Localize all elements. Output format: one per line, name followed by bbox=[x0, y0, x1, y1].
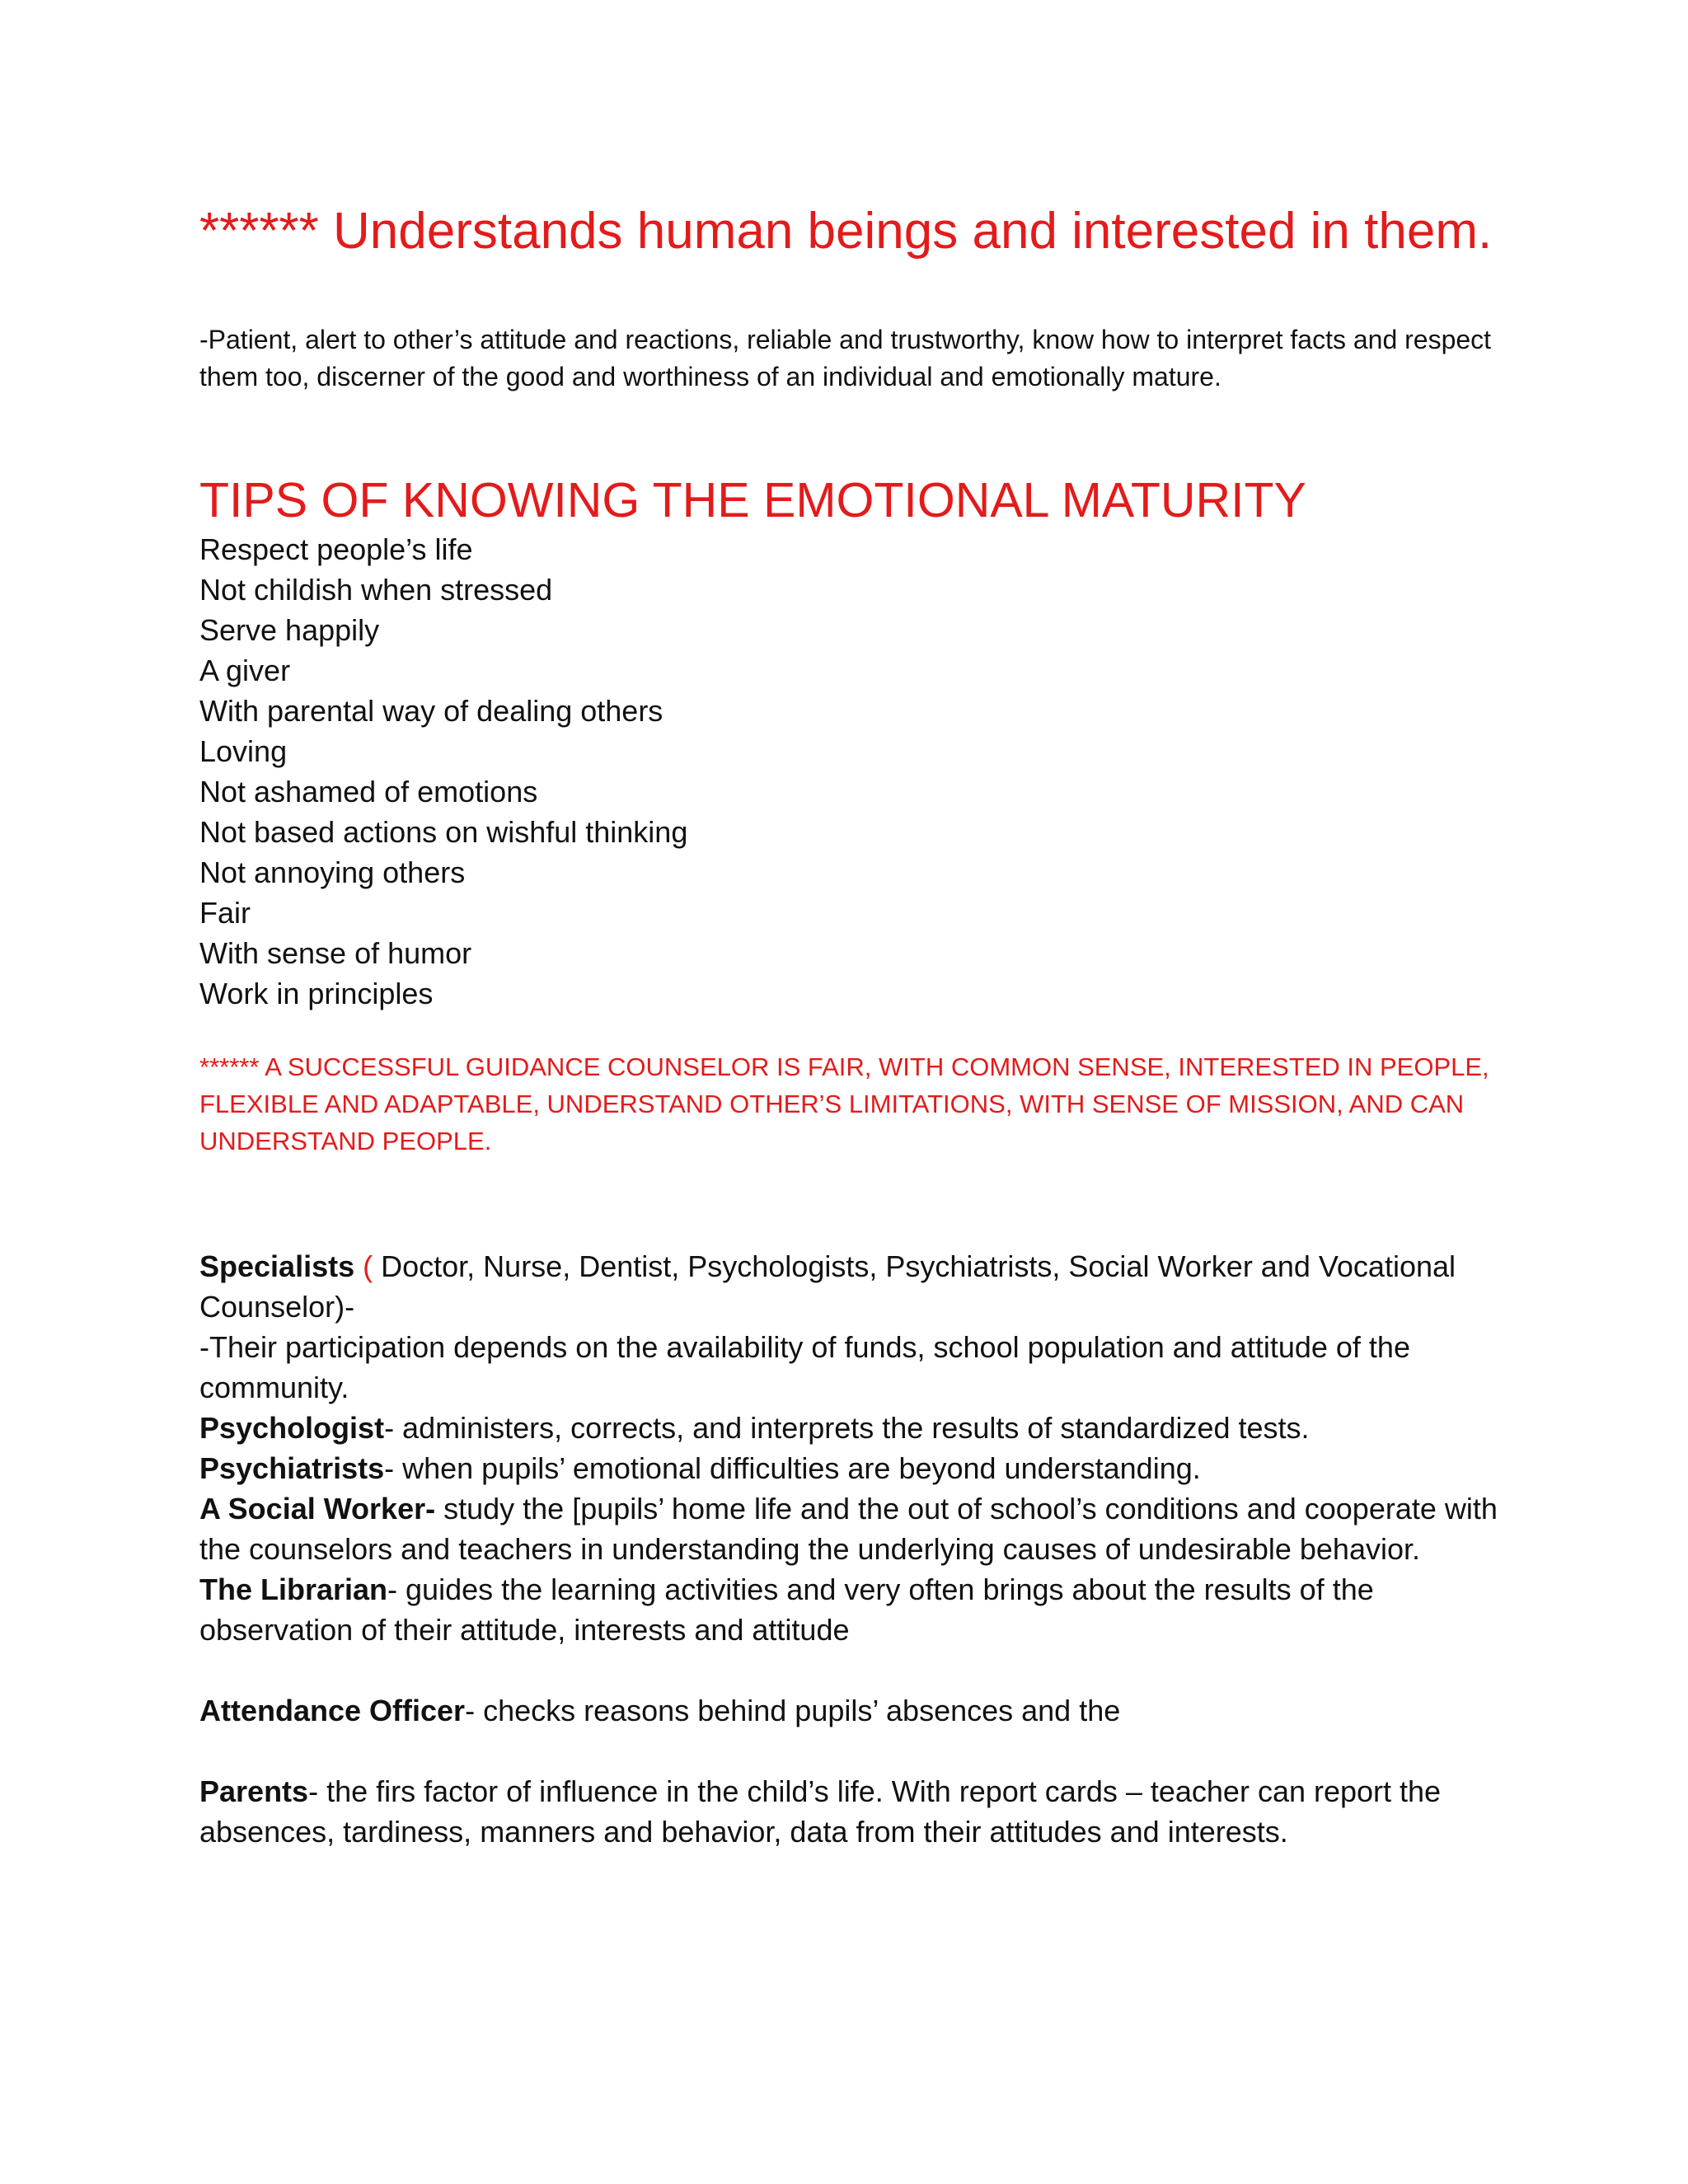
specialists-description: Doctor, Nurse, Dentist, Psychologists, Psychiatrists, Social Worker and Vocational Counselor)- bbox=[199, 1249, 1456, 1324]
social-worker-paragraph bbox=[199, 1488, 1502, 1569]
tip-item: Serve happily bbox=[199, 613, 380, 647]
tip-item: Not based actions on wishful thinking bbox=[199, 815, 688, 849]
tip-item: Respect people’s life bbox=[199, 532, 473, 566]
tip-item: Not annoying others bbox=[199, 855, 466, 889]
intro-paragraph: -Patient, alert to other’s attitude and reactions, reliable and trustworthy, know how to interpret facts and respect them too, discerner of the good and worthiness of an individual and emotionally mature. bbox=[199, 325, 1492, 391]
librarian-paragraph bbox=[199, 1569, 1502, 1650]
attendance-officer-term: Attendance Officer bbox=[199, 1694, 466, 1727]
attendance-officer-description: - checks reasons behind pupils’ absences and the bbox=[465, 1694, 1121, 1727]
psychiatrists-description: - when pupils’ emotional difficulties are beyond understanding. bbox=[384, 1451, 1201, 1485]
tip-item: Not ashamed of emotions bbox=[199, 775, 538, 808]
psychologist-term: Psychologist bbox=[199, 1411, 385, 1445]
social-worker-description: study the [pupils’ home life and the out of school’s conditions and cooperate with the counselors and teachers in understanding the underlying causes of undesirable behavior. bbox=[199, 1492, 1498, 1566]
psychiatrists-paragraph bbox=[199, 1448, 1502, 1488]
roles-section bbox=[199, 1246, 1502, 1852]
tip-item: With parental way of dealing others bbox=[199, 694, 663, 728]
tip-item: Fair bbox=[199, 896, 251, 930]
tip-item: Loving bbox=[199, 734, 288, 768]
successful-counselor-summary: ****** A SUCCESSFUL GUIDANCE COUNSELOR IS FAIR, WITH COMMON SENSE, INTERESTED IN PEOPLE, FLEXIBLE AND ADAPTABLE, UNDERSTAND OTHER’S LIMITATIONS, WITH SENSE OF MISSION, AND CAN UNDERSTAND PEOPLE. bbox=[199, 1052, 1489, 1155]
parents-paragraph bbox=[199, 1771, 1502, 1852]
tips-list bbox=[199, 529, 1502, 1014]
librarian-term: The Librarian bbox=[199, 1572, 388, 1606]
participation-paragraph: -Their participation depends on the availability of funds, school population and attitude of the community. bbox=[199, 1330, 1410, 1404]
psychologist-paragraph bbox=[199, 1408, 1502, 1448]
psychiatrists-term: Psychiatrists bbox=[199, 1451, 385, 1485]
social-worker-term: A Social Worker- bbox=[199, 1492, 436, 1526]
attendance-officer-paragraph bbox=[199, 1690, 1502, 1731]
paragraph-spacer bbox=[199, 1731, 1502, 1771]
parents-term: Parents bbox=[199, 1774, 309, 1808]
specialists-term: Specialists bbox=[199, 1249, 355, 1283]
tip-item: Work in principles bbox=[199, 977, 434, 1010]
paragraph-spacer bbox=[199, 1650, 1502, 1690]
tip-item: A giver bbox=[199, 654, 291, 687]
document-page bbox=[199, 198, 1502, 1852]
heading-emotional-maturity-tips: TIPS OF KNOWING THE EMOTIONAL MATURITY bbox=[199, 473, 1306, 527]
psychologist-description: - administers, corrects, and interprets the results of standardized tests. bbox=[384, 1411, 1310, 1445]
heading-understands-human-beings: ****** Understands human beings and interested in them. bbox=[199, 203, 1493, 260]
librarian-description: - guides the learning activities and very often brings about the results of the observation of their attitude, interests and attitude bbox=[199, 1572, 1374, 1647]
tip-item: Not childish when stressed bbox=[199, 573, 553, 607]
tip-item: With sense of humor bbox=[199, 936, 472, 970]
parents-description: - the firs factor of influence in the child’s life. With report cards – teacher can report the absences, tardiness, manners and behavior, data from their attitudes and interests. bbox=[199, 1774, 1442, 1849]
specialists-paragraph bbox=[199, 1246, 1502, 1327]
specialists-paren: ( bbox=[363, 1249, 373, 1283]
